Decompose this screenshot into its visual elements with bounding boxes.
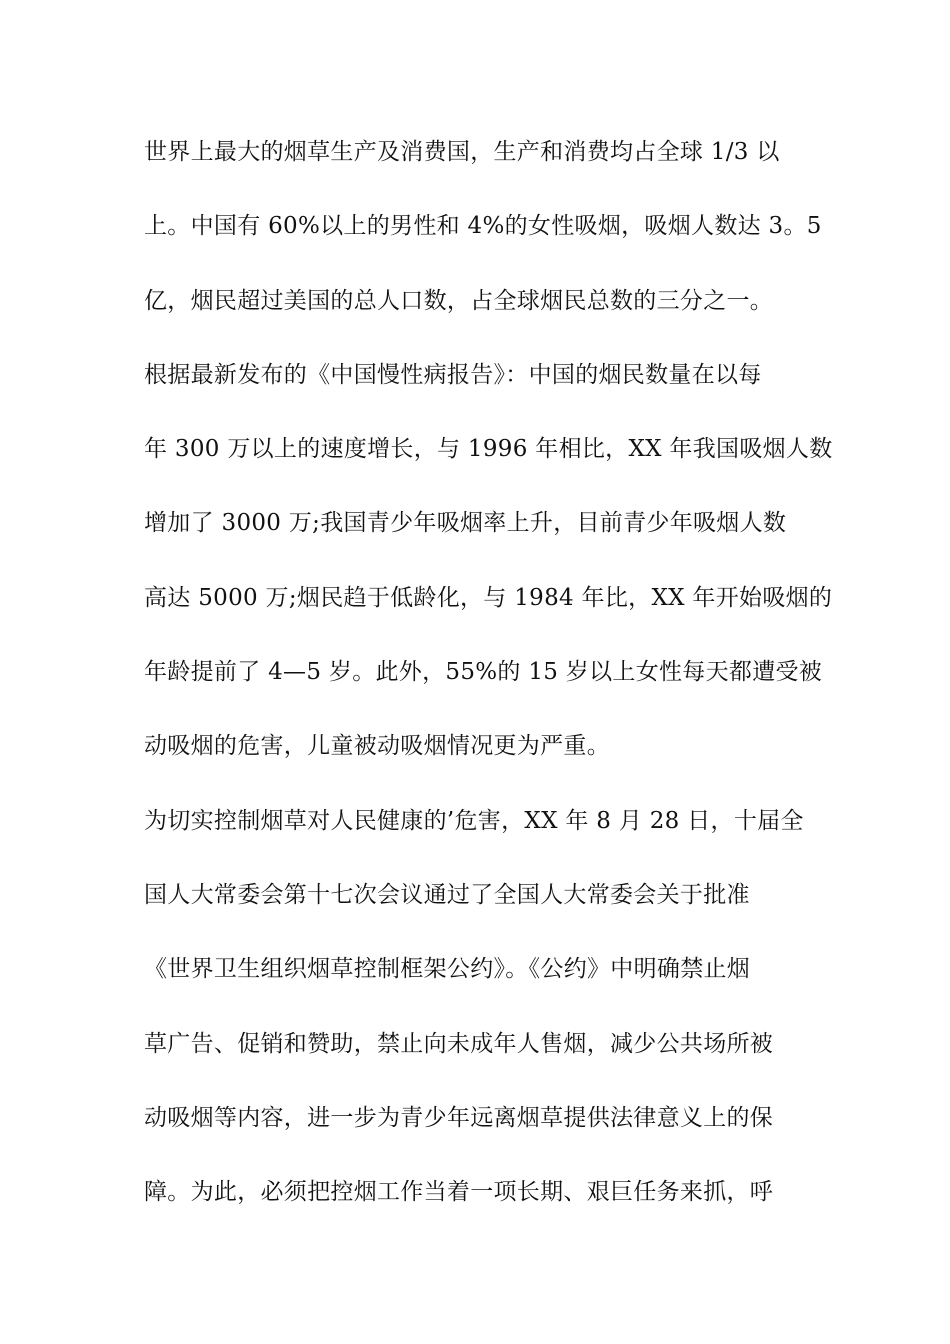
text-line: 亿，烟民超过美国的总人口数，占全球烟民总数的三分之一。	[144, 287, 774, 314]
text-line: 《世界卫生组织烟草控制框架公约》。《公约》中明确禁止烟	[144, 956, 751, 983]
text-line: 增加了 3000 万;我国青少年吸烟率上升，目前青少年吸烟人数	[144, 510, 787, 537]
text-line: 动吸烟等内容，进一步为青少年远离烟草提供法律意义上的保	[144, 1104, 774, 1131]
text-line: 根据最新发布的《中国慢性病报告》：中国的烟民数量在以每	[144, 361, 762, 388]
text-line: 草广告、促销和赞助，禁止向未成年人售烟，减少公共场所被	[144, 1030, 774, 1057]
text-line: 年 300 万以上的速度增长，与 1996 年相比，XX 年我国吸烟人数	[144, 436, 833, 463]
text-line: 障。为此，必须把控烟工作当着一项长期、艰巨任务来抓，呼	[144, 1179, 774, 1206]
body-text	[144, 128, 833, 1242]
text-line: 国人大常委会第十七次会议通过了全国人大常委会关于批准	[144, 881, 750, 908]
text-line: 动吸烟的危害，儿童被动吸烟情况更为严重。	[144, 733, 610, 760]
text-line: 世界上最大的烟草生产及消费国，生产和消费均占全球 1/3 以	[144, 139, 780, 165]
text-line: 年龄提前了 4—5 岁。此外，55%的 15 岁以上女性每天都遭受被	[144, 659, 823, 686]
text-line: 为切实控制烟草对人民健康的’危害，XX 年 8 月 28 日，十届全	[144, 807, 804, 834]
text-line: 上。中国有 60%以上的男性和 4%的女性吸烟，吸烟人数达 3。5	[144, 213, 822, 240]
text-line: 高达 5000 万;烟民趋于低龄化，与 1984 年比，XX 年开始吸烟的	[144, 584, 833, 611]
